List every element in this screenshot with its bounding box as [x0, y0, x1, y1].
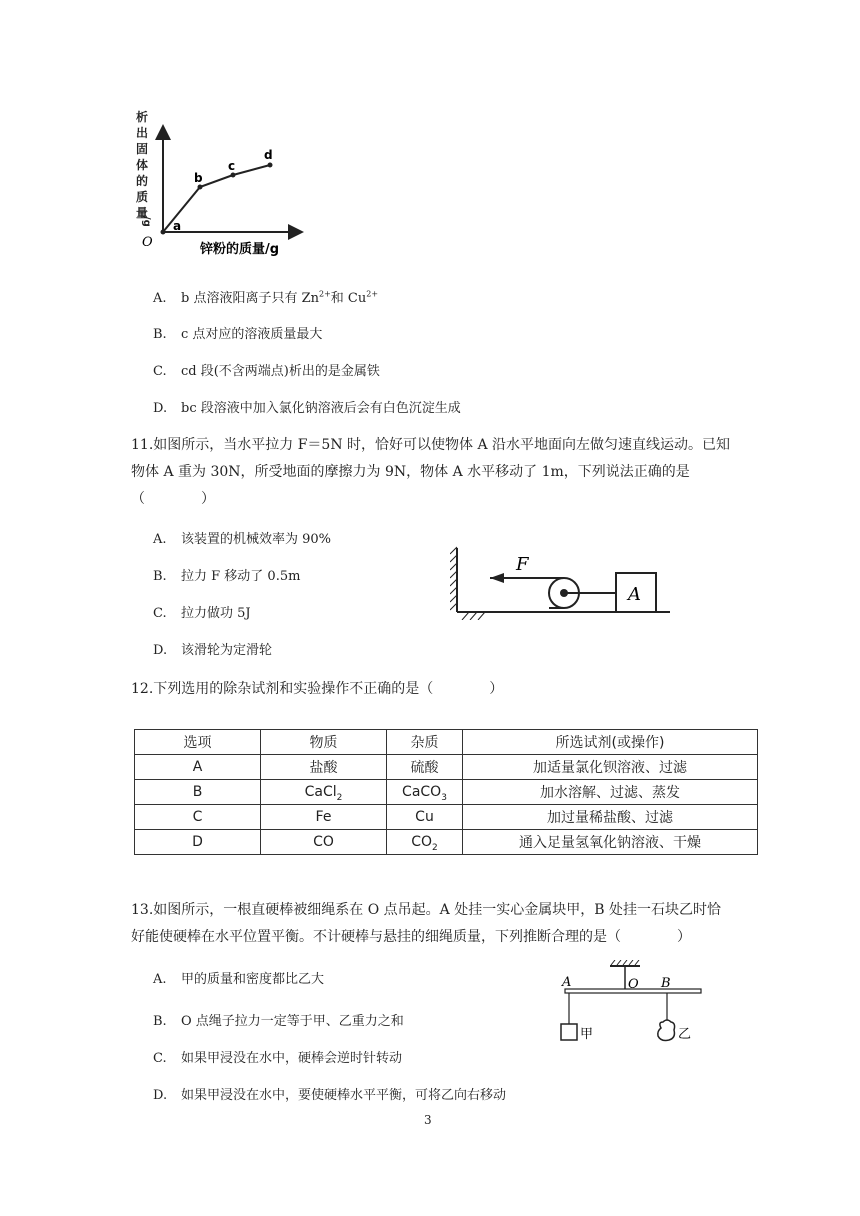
zinc-graph: [130, 100, 310, 270]
q11-option-d: D. 该滑轮为定滑轮: [153, 643, 273, 658]
pulley-figure: [450, 540, 680, 620]
x-axis-label: 锌粉的质量/g: [200, 242, 280, 257]
label-d: d: [264, 148, 273, 162]
label-point-o: O: [628, 977, 639, 992]
table-header: 选项: [135, 730, 261, 755]
table-row: D CO $CO_2$ 通入足量氢氧化钠溶液、干燥: [135, 830, 758, 855]
lever-figure: [555, 960, 705, 1050]
q10-option-a: A. b 点溶液阳离子只有 $Zn^{2+}$和 $Cu^{2+}$: [153, 289, 379, 306]
table-header-row: [135, 730, 758, 755]
y-label-char: 体: [136, 158, 149, 172]
table-header: 物质: [261, 730, 387, 755]
y-label-char: 固: [136, 142, 149, 156]
table-row: C Fe Cu 加过量稀盐酸、过滤: [135, 805, 758, 830]
label-origin: O: [142, 235, 153, 250]
q13-option-a: A. 甲的质量和密度都比乙大: [153, 972, 325, 987]
page-number: 3: [424, 1113, 432, 1127]
point-a: [161, 230, 166, 235]
y-unit: /g: [141, 216, 152, 227]
q10-option-b: B. c 点对应的溶液质量最大: [153, 327, 323, 342]
table-header: 杂质: [387, 730, 463, 755]
point-b: [198, 185, 203, 190]
q11-stem: 11.如图所示，当水平拉力 F＝5N 时，恰好可以使物体 A 沿水平地面向左做匀速直线运动。已知物体 A 重为 30N，所受地面的摩擦力为 9N，物体 A 水平移动了 1m，下列说法正确的是（ ）: [131, 437, 731, 507]
q13-option-c: C. 如果甲浸没在水中，硬棒会逆时针转动: [153, 1051, 403, 1066]
q12-stem: 12.下列选用的除杂试剂和实验操作不正确的是（ ）: [131, 681, 504, 697]
point-d: [268, 163, 273, 168]
label-c: c: [228, 159, 236, 173]
label-yi: 乙: [678, 1027, 692, 1042]
q13-option-b: B. O 点绳子拉力一定等于甲、乙重力之和: [153, 1014, 404, 1029]
label-b: b: [194, 171, 203, 185]
q10-option-c: C. cd 段(不含两端点)析出的是金属铁: [153, 364, 380, 379]
y-label-char: 质: [136, 190, 149, 204]
q11-option-a: A. 该装置的机械效率为 90%: [153, 532, 332, 547]
q10-option-d: D. bc 段溶液中加入氯化钠溶液后会有白色沉淀生成: [153, 401, 461, 416]
q11-option-b: B. 拉力 F 移动了 0.5m: [153, 569, 301, 584]
q13-option-d: D. 如果甲浸没在水中，要使硬棒水平平衡，可将乙向右移动: [153, 1088, 507, 1103]
q11-option-c: C. 拉力做功 5J: [153, 606, 251, 621]
block-label: A: [628, 584, 641, 605]
point-c: [231, 173, 236, 178]
q13-stem: 13.如图所示，一根直硬棒被细绳系在 O 点吊起。A 处挂一实心金属块甲，B 处挂一石块乙时恰好能使硬棒在水平位置平衡。不计硬棒与悬挂的细绳质量，下列推断合理的是（ ）: [131, 902, 721, 945]
table-header: 所选试剂(或操作): [463, 730, 758, 755]
label-point-b: B: [661, 976, 671, 991]
table-row: B CaCl$_2$ CaCO$_3$ 加水溶解、过滤、蒸发: [135, 780, 758, 805]
y-label-char: 出: [136, 126, 149, 140]
force-label: F: [516, 554, 529, 575]
table-row: A 盐酸 硫酸 加适量氯化钡溶液、过滤: [135, 755, 758, 780]
q12-table: [134, 729, 758, 855]
label-a: a: [173, 219, 182, 233]
block-jia: [561, 1024, 577, 1040]
y-label-char: 量: [136, 206, 149, 220]
label-jia: 甲: [580, 1027, 594, 1042]
y-label-char: 析: [136, 110, 149, 124]
y-label-char: 的: [136, 174, 149, 188]
label-point-a: A: [562, 975, 572, 990]
stone-yi: [658, 1020, 675, 1041]
